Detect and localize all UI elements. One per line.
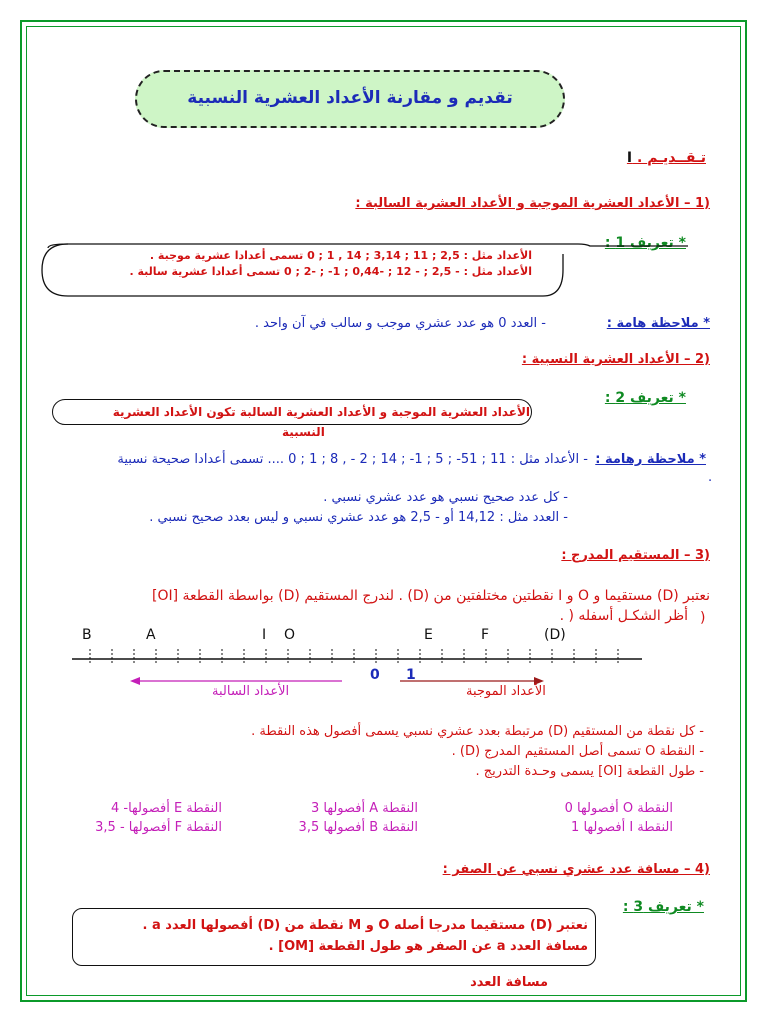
def2-line1: الأعداد العشرية الموجبة و الأعداد العشرية السالبة تكون الأعداد العشرية xyxy=(112,405,530,419)
abscissa-b: النقطة B أفصولها 3,5 xyxy=(298,820,418,835)
page-title: تقديم و مقارنة الأعداد العشرية النسبية xyxy=(187,88,513,108)
section-2-heading: (2 – الأعداد العشرية النسبية : xyxy=(521,352,710,367)
note-rahama-line3: - العدد مثل : 14,12 أو - 2,5 هو عدد عشري نسبي و ليس بعدد صحيح نسبي . xyxy=(149,510,568,525)
section-i-roman: I xyxy=(626,150,633,166)
note-rahama-line1: - الأعداد مثل : 11 ; 51- ; 5 ; 1- ; 14 ; 2 - , 8 ; 1 ; 0 .... تسمى أعدادا صحيحة نسبية xyxy=(117,452,588,467)
def2-line2: النسبية xyxy=(282,425,325,439)
abscissa-e: النقطة E أفصولها- 4 xyxy=(110,801,222,816)
def3-label: * تعريف 3 : xyxy=(622,899,704,915)
footer-text: مسافة العدد xyxy=(470,975,548,990)
negatives-label: الأعداد السالبة xyxy=(212,684,290,699)
point-label-o: O xyxy=(284,627,296,643)
number-line xyxy=(70,645,650,705)
section-3-intro1: نعتبر (D) مستقيما و O و I نقطتين مختلفتين من (D) . لندرج المستقيم (D) بواسطة القطعة [OI] xyxy=(152,588,710,604)
def3-box xyxy=(72,908,596,966)
def1-line2: الأعداد مثل : - 2,5 ; - 12 ; -0,44 ; 1- ; -2 ; 0 تسمى أعدادا عشرية سالبة . xyxy=(129,265,532,278)
def3-line1: نعتبر (D) مستقيما مدرجا أصله O و M نقطة من (D) أفصولها العدد a . xyxy=(142,918,588,933)
def3-line2: مسافة العدد a عن الصفر هو طول القطعة [OM] . xyxy=(268,939,588,954)
def1-label: * تعريف 1 : xyxy=(604,235,686,251)
section-3-intro2: أظر الشكـل أسفله ( . xyxy=(559,608,688,624)
note-important-label: * ملاحظة هامة : xyxy=(606,316,710,331)
section-i-heading xyxy=(627,150,706,166)
section-3-paren: ) xyxy=(700,610,706,626)
fact-2: - النقطة O تسمى أصل المستقيم المدرج (D) . xyxy=(451,744,704,759)
abscissa-f: النقطة F أفصولها - 3,5 xyxy=(95,820,222,835)
point-label-f: F xyxy=(481,627,490,643)
point-label-a: A xyxy=(146,627,156,643)
def2-label: * تعريف 2 : xyxy=(604,390,686,406)
section-i-label: . تـقــديـم xyxy=(637,150,706,166)
one-label: 1 xyxy=(406,667,416,683)
point-label-b: B xyxy=(82,627,92,643)
abscissa-o: النقطة O أفصولها 0 xyxy=(564,801,673,816)
zero-label: 0 xyxy=(370,667,380,683)
note-rahama-line2: - كل عدد صحيح نسبي هو عدد عشري نسبي . xyxy=(323,490,568,505)
fact-1: - كل نقطة من المستقيم (D) مرتبطة بعدد عشري نسبي يسمى أفصول هذه النقطة . xyxy=(251,724,704,739)
section-1-heading: (1 – الأعداد العشرية الموجبة و الأعداد العشرية السالبة : xyxy=(355,196,710,211)
positives-label: الأعداد الموجبة xyxy=(466,684,546,699)
def1-line1: الأعداد مثل : 2,5 ; 11 ; 3,14 ; 14 , 1 ; 0 تسمى أعدادا عشرية موجبة . xyxy=(149,249,532,262)
section-4-heading: (4 – مسافة عدد عشري نسبي عن الصفر : xyxy=(442,862,710,877)
point-label-e: E xyxy=(424,627,433,643)
point-label-i: I xyxy=(262,627,267,643)
line-label-d: (D) xyxy=(544,627,566,643)
abscissa-i: النقطة I أفصولها 1 xyxy=(571,820,673,835)
section-3-heading: (3 – المستقيم المدرج : xyxy=(561,548,710,563)
fact-3: - طول القطعة [OI] يسمى وحـدة التدريج . xyxy=(475,764,704,779)
abscissa-a: النقطة A أفصولها 3 xyxy=(310,801,418,816)
note-important-text: - العدد 0 هو عدد عشري موجب و سالب في آن واحد . xyxy=(254,316,546,331)
note-rahama-dot: . xyxy=(708,470,713,485)
note-rahama-label: * ملاحظة رهامة : xyxy=(595,452,706,467)
